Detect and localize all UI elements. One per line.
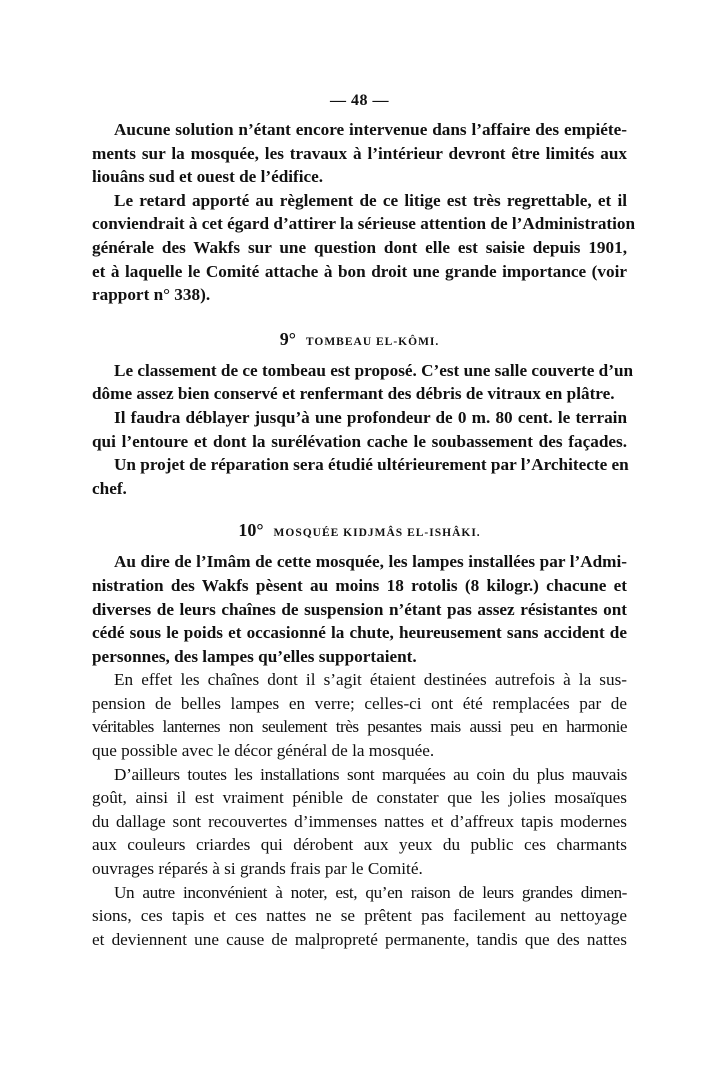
text-line: cédé sous le poids et occasionné la chute, heureusement sans accident de xyxy=(92,623,627,643)
text-line: et deviennent une cause de malpropreté permanente, tandis que des nattes xyxy=(92,929,627,949)
text-line: En effet les chaînes dont il s’agit étaient destinées autrefois à la sus- xyxy=(114,670,627,690)
text-line: sions, ces tapis et ces nattes ne se prêtent pas facilement au nettoyage xyxy=(92,906,627,926)
text-line: Il faudra déblayer jusqu’à une profondeur de 0 m. 80 cent. le terrain xyxy=(114,407,627,427)
text-line: véritables lanternes non seulement très pesantes mais aussi peu en harmonie xyxy=(92,717,627,737)
text-line: générale des Wakfs sur une question dont elle est saisie depuis 1901, xyxy=(92,237,627,257)
text-line: Aucune solution n’étant encore intervenue dans l’affaire des empiéte- xyxy=(114,120,627,139)
text-line: du dallage sont recouvertes d’immenses nattes et d’affreux tapis modernes xyxy=(92,811,627,831)
text-line: nistration des Wakfs pèsent au moins 18 rotolis (8 kilogr.) chacune et xyxy=(92,575,627,595)
paragraph-deblayer xyxy=(92,408,627,455)
text-line: rapport n° 338). xyxy=(92,285,211,305)
text-line: dôme assez bien conservé et renfermant des débris de vitraux en plâtre. xyxy=(92,384,615,404)
section-number: 10° xyxy=(238,520,264,541)
text-line: personnes, des lampes qu’elles supportaient. xyxy=(92,646,417,666)
section-heading-tombeau-el-komi xyxy=(92,327,627,351)
paragraph-chaines xyxy=(92,670,627,764)
text-line: qui l’entoure et dont la surélévation cache le soubassement des façades. xyxy=(92,431,627,451)
text-line: chef. xyxy=(92,478,127,498)
text-line: pension de belles lampes en verre; celles-ci ont été remplacées par de xyxy=(92,693,627,713)
paragraph-imam xyxy=(92,552,627,670)
paragraph-delay xyxy=(92,190,636,309)
page-number: — 48 — xyxy=(330,92,389,109)
section-title: MOSQUÉE KIDJMÂS EL-ISHÂKI. xyxy=(273,527,481,540)
section-title: TOMBEAU EL-KÔMI. xyxy=(305,335,440,348)
text-line: goût, ainsi il est vraiment pénible de constater que les jolies mosaïques xyxy=(92,788,627,808)
text-line: diverses de leurs chaînes de suspension n’étant pas assez résistantes ont xyxy=(92,599,627,619)
text-line: que possible avec le décor général de la mosquée. xyxy=(92,741,435,761)
paragraph-installations xyxy=(92,765,627,883)
text-line: ments sur la mosquée, les travaux à l’intérieur devront être limités aux xyxy=(92,143,627,163)
text-line: Un autre inconvénient à noter, est, qu’en raison de leurs grandes dimen- xyxy=(114,882,627,902)
text-line: Le classement de ce tombeau est proposé. C’est une salle couverte d’un xyxy=(114,360,634,380)
paragraph-encroachment xyxy=(92,120,627,191)
section-heading-mosquee-kidjmas xyxy=(92,518,627,542)
text-line: Un projet de réparation sera étudié ultérieurement par l’Architecte en xyxy=(114,455,629,475)
text-line: conviendrait à cet égard d’attirer la sérieuse attention de l’Administration xyxy=(92,214,636,234)
text-line: ouvrages réparés à si grands frais par le Comité. xyxy=(92,859,423,879)
text-line: aux couleurs criardes qui dérobent aux yeux du public ces charmants xyxy=(92,835,627,855)
paragraph-inconvenient xyxy=(92,883,627,954)
text-line: Au dire de l’Imâm de cette mosquée, les lampes installées par l’Admi- xyxy=(114,552,627,572)
text-line: Le retard apporté au règlement de ce litige est très regrettable, et il xyxy=(114,190,627,210)
paragraph-projet xyxy=(92,455,627,502)
document-page xyxy=(92,88,636,953)
text-line: et à laquelle le Comité attache à bon droit une grande importance (voir xyxy=(92,261,627,281)
paragraph-classement xyxy=(92,360,634,408)
text-line: D’ailleurs toutes les installations sont marquées au coin du plus mauvais xyxy=(114,764,627,784)
text-line: liouâns sud et ouest de l’édifice. xyxy=(92,167,324,187)
section-number: 9° xyxy=(279,328,296,349)
